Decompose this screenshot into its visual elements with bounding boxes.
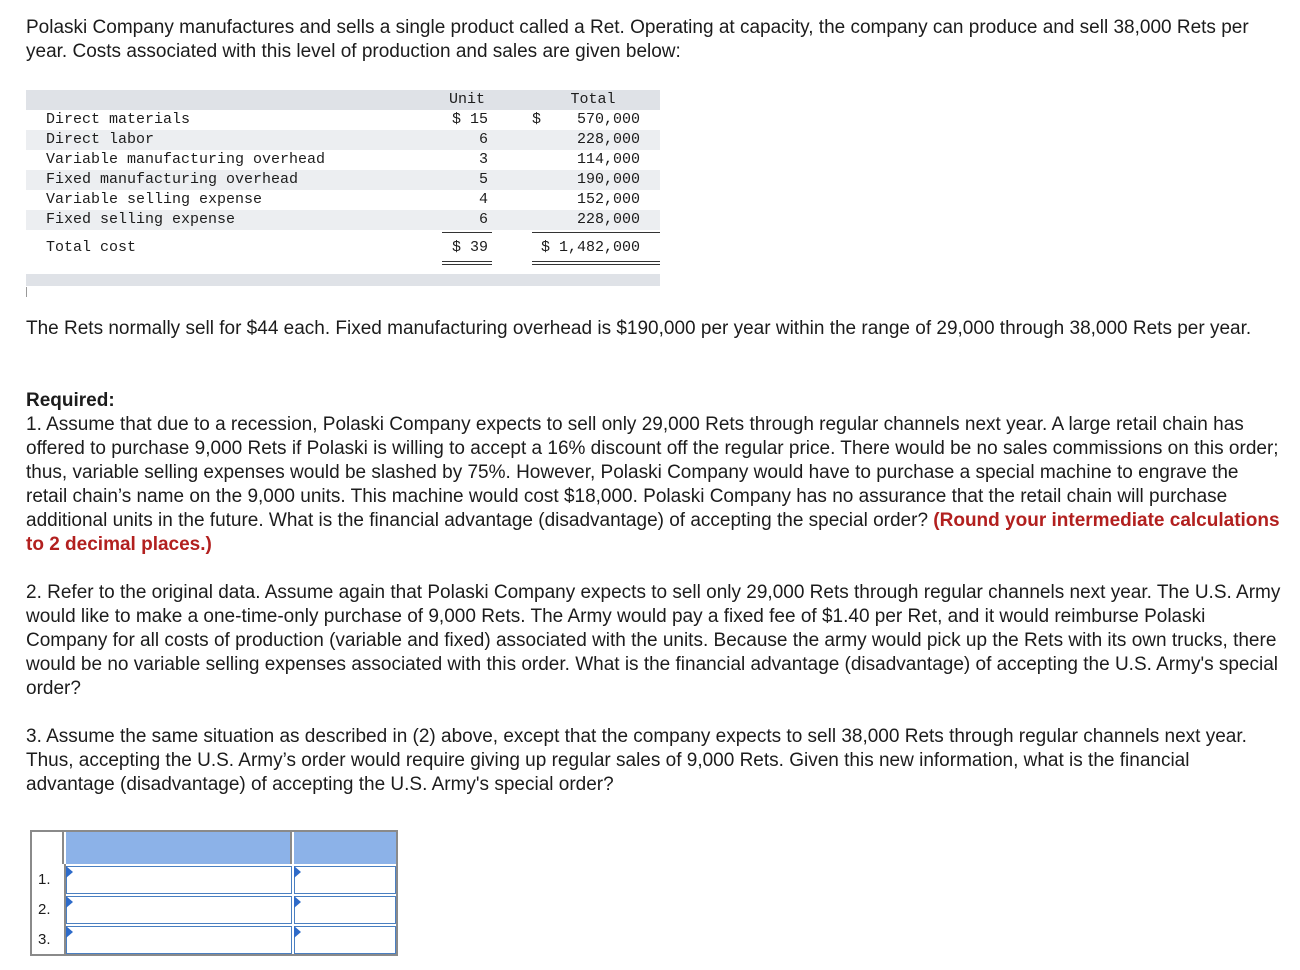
row-unit: 6 bbox=[478, 131, 488, 148]
header-value-cell bbox=[294, 832, 396, 864]
row-label: Variable manufacturing overhead bbox=[46, 151, 326, 168]
row-total: 190,000 bbox=[576, 171, 640, 188]
total-cost-value: $ 1,482,000 bbox=[540, 239, 640, 256]
price-note: The Rets normally sell for $44 each. Fixed manufacturing overhead is $190,000 per year within the range of 29,000 through 38,000 Rets per year. bbox=[26, 318, 1252, 339]
intro-paragraph: Polaski Company manufactures and sells a single product called a Ret. Operating at capacity, the company can produce and sell 38,000 Rets per year. Costs associated with this level of production and sales are given below: bbox=[26, 17, 1249, 62]
row-unit: 3 bbox=[478, 151, 488, 168]
row-label: Direct labor bbox=[46, 131, 155, 148]
row-label: Fixed manufacturing overhead bbox=[46, 171, 299, 188]
header-corner bbox=[32, 832, 64, 864]
answer-1-label-input[interactable] bbox=[66, 866, 292, 894]
required-heading: Required: bbox=[26, 390, 115, 411]
row-dollar: $ bbox=[532, 111, 542, 128]
row-unit: 6 bbox=[478, 211, 488, 228]
answer-2-label-input[interactable] bbox=[66, 896, 292, 924]
row-unit: 4 bbox=[478, 191, 488, 208]
total-subtotal-line bbox=[532, 232, 660, 233]
dropdown-flag-icon bbox=[294, 896, 301, 908]
answer-3-label-input[interactable] bbox=[66, 926, 292, 954]
dropdown-flag-icon bbox=[294, 926, 301, 938]
cost-row bbox=[26, 130, 660, 150]
dropdown-flag-icon bbox=[66, 896, 73, 908]
dropdown-flag-icon bbox=[66, 926, 73, 938]
cost-row bbox=[26, 110, 660, 130]
unit-subtotal-line bbox=[442, 232, 492, 233]
unit-double-line bbox=[442, 264, 492, 265]
total-double-line bbox=[532, 264, 660, 265]
row-number: 3. bbox=[38, 931, 51, 948]
row-total: 152,000 bbox=[576, 191, 640, 208]
cost-row bbox=[26, 210, 660, 230]
cost-row bbox=[26, 170, 660, 190]
answer-1-value-input[interactable] bbox=[294, 866, 396, 894]
unit-header: Unit bbox=[448, 91, 485, 108]
question-3: 3. Assume the same situation as described in (2) above, except that the company expects to sell 38,000 Rets through regular channels next year. Thus, accepting the U.S. Army’s order would require giving up regular sales of 9,000 Rets. Given this new information, what is the financial advantage (disadvantage) of accepting the U.S. Army's special order? bbox=[26, 726, 1247, 795]
total-cost-unit: $ 39 bbox=[451, 239, 488, 256]
answer-2-value-input[interactable] bbox=[294, 896, 396, 924]
row-total: 114,000 bbox=[576, 151, 640, 168]
question-2: 2. Refer to the original data. Assume again that Polaski Company expects to sell only 29,000 Rets through regular channels next year. The U.S. Army would like to make a one-time-only purchase of 9,000 Rets. The Army would pay a fixed fee of $1.40 per Ret, and it would reimburse Polaski Company for all costs of production (variable and fixed) associated with the units. Because the army would pick up the Rets with its own trucks, there would be no variable selling expenses associated with this order. What is the financial advantage (disadvantage) of accepting the U.S. Army's special order? bbox=[26, 582, 1281, 699]
row-label: Fixed selling expense bbox=[46, 211, 236, 228]
row-total: 228,000 bbox=[576, 131, 640, 148]
footer-band bbox=[26, 274, 660, 286]
row-label: Variable selling expense bbox=[46, 191, 263, 208]
row-number: 1. bbox=[38, 871, 51, 888]
total-double-line bbox=[532, 261, 660, 262]
question-1 bbox=[26, 413, 1281, 557]
unit-double-line bbox=[442, 261, 492, 262]
header-label-cell bbox=[66, 832, 292, 864]
total-header: Total bbox=[570, 91, 616, 108]
cost-row bbox=[26, 190, 660, 210]
row-total: 570,000 bbox=[576, 111, 640, 128]
row-unit: 5 bbox=[478, 171, 488, 188]
total-cost-label: Total cost bbox=[46, 239, 137, 256]
rounding-instruction: (Round your intermediate calculations to 2 decimal places.) bbox=[26, 510, 1280, 555]
dropdown-flag-icon bbox=[294, 866, 301, 878]
question-1-text: 1. Assume that due to a recession, Polaski Company expects to sell only 29,000 Rets through regular channels next year. A large retail chain has offered to purchase 9,000 Rets if Polaski is willing to accept a 16% discount off the regular price. There would be no sales commissions on this order; thus, variable selling expenses would be slashed by 75%. However, Polaski Company would have to purchase a special machine to engrave the retail chain’s name on the 9,000 units. This machine would cost $18,000. Polaski Company has no assurance that the retail chain will purchase additional units in the future. What is the financial advantage (disadvantage) of accepting the special order? bbox=[26, 414, 1279, 531]
row-total: 228,000 bbox=[576, 211, 640, 228]
row-number: 2. bbox=[38, 901, 51, 918]
total-cost-row bbox=[26, 238, 660, 258]
answer-table bbox=[30, 830, 398, 956]
row-unit: $ 15 bbox=[451, 111, 488, 128]
row-label: Direct materials bbox=[46, 111, 191, 128]
cost-row bbox=[26, 150, 660, 170]
dropdown-flag-icon bbox=[66, 866, 73, 878]
cost-table bbox=[26, 90, 660, 286]
table-edge-mark bbox=[26, 287, 27, 297]
answer-3-value-input[interactable] bbox=[294, 926, 396, 954]
